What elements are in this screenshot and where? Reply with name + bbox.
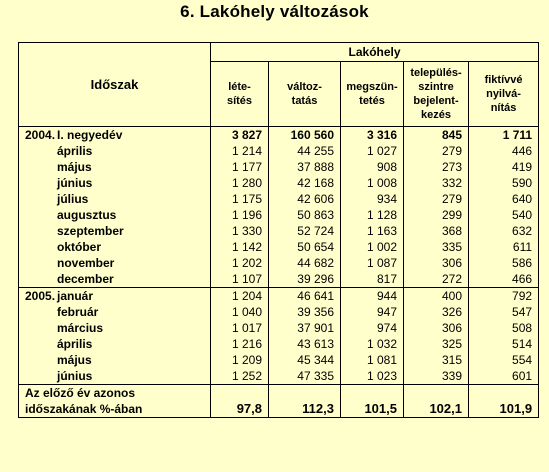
footer-cell: 112,3 <box>269 385 341 418</box>
period-label <box>19 223 211 239</box>
table-cell: 974 <box>341 320 404 336</box>
period-name: december <box>57 272 114 286</box>
table-cell: 44 255 <box>269 143 341 159</box>
table-cell: 547 <box>469 304 539 320</box>
table-cell: 332 <box>404 175 469 191</box>
footer-cell: 101,5 <box>341 385 404 418</box>
table-row <box>19 127 539 144</box>
table-cell: 508 <box>469 320 539 336</box>
period-label <box>19 368 211 385</box>
table-cell: 1 280 <box>211 175 269 191</box>
table-cell: 944 <box>341 288 404 305</box>
footer-label-line: Az előző év azonos <box>25 386 136 400</box>
table-cell: 947 <box>341 304 404 320</box>
table-cell: 1 107 <box>211 271 269 288</box>
column-header-line: léte- <box>228 81 251 93</box>
table-cell: 400 <box>404 288 469 305</box>
column-header-line: nítás <box>490 102 517 114</box>
table-cell: 514 <box>469 336 539 352</box>
table-cell: 1 202 <box>211 255 269 271</box>
period-name: I. negyedév <box>57 128 123 142</box>
column-header-line: tatás <box>291 95 318 107</box>
table-cell: 272 <box>404 271 469 288</box>
table-cell: 632 <box>469 223 539 239</box>
table-cell: 45 344 <box>269 352 341 368</box>
column-header-line: változ- <box>287 81 322 93</box>
table-cell: 1 008 <box>341 175 404 191</box>
table-cell: 1 032 <box>341 336 404 352</box>
table-cell: 44 682 <box>269 255 341 271</box>
table-row <box>19 255 539 271</box>
table-cell: 1 216 <box>211 336 269 352</box>
column-header-1 <box>211 62 269 127</box>
table-row <box>19 271 539 288</box>
table-cell: 1 175 <box>211 191 269 207</box>
footer-row <box>19 385 539 418</box>
table-cell: 1 081 <box>341 352 404 368</box>
footer-cell: 101,9 <box>469 385 539 418</box>
table-cell: 52 724 <box>269 223 341 239</box>
table-cell: 554 <box>469 352 539 368</box>
period-label <box>19 127 211 144</box>
table-cell: 3 827 <box>211 127 269 144</box>
column-header-line: település- <box>410 67 462 79</box>
period-label <box>19 239 211 255</box>
table-row <box>19 368 539 385</box>
period-label <box>19 288 211 305</box>
table-cell: 279 <box>404 143 469 159</box>
period-name: október <box>57 240 102 254</box>
table-cell: 160 560 <box>269 127 341 144</box>
table-cell: 3 316 <box>341 127 404 144</box>
footer-cell: 102,1 <box>404 385 469 418</box>
table-cell: 306 <box>404 320 469 336</box>
table-cell: 43 613 <box>269 336 341 352</box>
header-idoszak: Időszak <box>19 43 211 127</box>
table-cell: 299 <box>404 207 469 223</box>
period-label <box>19 271 211 288</box>
statistics-table <box>18 42 539 418</box>
table-cell: 1 163 <box>341 223 404 239</box>
column-header-5 <box>469 62 539 127</box>
table-cell: 792 <box>469 288 539 305</box>
table-cell: 325 <box>404 336 469 352</box>
period-label <box>19 175 211 191</box>
table-cell: 279 <box>404 191 469 207</box>
column-header-line: sítés <box>226 95 253 107</box>
period-name: május <box>57 353 92 367</box>
table-cell: 335 <box>404 239 469 255</box>
column-header-line: bejelent- <box>413 95 459 107</box>
period-label <box>19 159 211 175</box>
table-cell: 601 <box>469 368 539 385</box>
table-cell: 1 330 <box>211 223 269 239</box>
period-label <box>19 336 211 352</box>
column-header-line: tetés <box>359 95 385 107</box>
table-row <box>19 159 539 175</box>
column-header-line: szintre <box>418 81 454 93</box>
table-cell: 1 017 <box>211 320 269 336</box>
period-name: május <box>57 160 92 174</box>
table-cell: 590 <box>469 175 539 191</box>
table-cell: 1 087 <box>341 255 404 271</box>
table-cell: 934 <box>341 191 404 207</box>
table-cell: 47 335 <box>269 368 341 385</box>
header-lakohely: Lakóhely <box>211 43 539 62</box>
table-cell: 1 027 <box>341 143 404 159</box>
period-label <box>19 352 211 368</box>
table-cell: 42 168 <box>269 175 341 191</box>
column-header-3 <box>341 62 404 127</box>
year-label: 2004. <box>25 128 56 142</box>
table-cell: 37 901 <box>269 320 341 336</box>
table-cell: 1 711 <box>469 127 539 144</box>
footer-cell: 97,8 <box>211 385 269 418</box>
period-name: július <box>57 192 89 206</box>
table-cell: 1 023 <box>341 368 404 385</box>
period-name: április <box>57 337 93 351</box>
table-row <box>19 207 539 223</box>
table-cell: 1 214 <box>211 143 269 159</box>
table-row <box>19 352 539 368</box>
table-cell: 540 <box>469 207 539 223</box>
table-cell: 1 128 <box>341 207 404 223</box>
table-cell: 419 <box>469 159 539 175</box>
column-header-line: fiktívvé <box>484 74 523 86</box>
table-cell: 1 209 <box>211 352 269 368</box>
period-label <box>19 207 211 223</box>
period-name: január <box>57 289 94 303</box>
table-cell: 1 204 <box>211 288 269 305</box>
table-cell: 39 356 <box>269 304 341 320</box>
column-header-4 <box>404 62 469 127</box>
table-row <box>19 336 539 352</box>
table-row <box>19 143 539 159</box>
table-row <box>19 239 539 255</box>
table-cell: 339 <box>404 368 469 385</box>
table-row <box>19 304 539 320</box>
period-label <box>19 320 211 336</box>
table-cell: 1 040 <box>211 304 269 320</box>
period-name: június <box>57 369 93 383</box>
table-row <box>19 175 539 191</box>
period-label <box>19 255 211 271</box>
table-cell: 39 296 <box>269 271 341 288</box>
footer-label-line: időszakának %-ában <box>25 402 143 416</box>
table-row <box>19 320 539 336</box>
period-name: június <box>57 176 93 190</box>
table-cell: 1 252 <box>211 368 269 385</box>
table-cell: 37 888 <box>269 159 341 175</box>
table-cell: 50 654 <box>269 239 341 255</box>
table-cell: 50 863 <box>269 207 341 223</box>
table-cell: 1 002 <box>341 239 404 255</box>
table-cell: 306 <box>404 255 469 271</box>
table-header <box>19 43 539 127</box>
table-cell: 611 <box>469 239 539 255</box>
period-name: augusztus <box>57 208 117 222</box>
table-row <box>19 223 539 239</box>
table-cell: 817 <box>341 271 404 288</box>
period-label <box>19 143 211 159</box>
table-cell: 326 <box>404 304 469 320</box>
column-header-2 <box>269 62 341 127</box>
table-body <box>19 127 539 418</box>
period-name: március <box>57 321 104 335</box>
table-row <box>19 288 539 305</box>
column-header-line: kezés <box>421 109 451 121</box>
column-header-line: nyilvá- <box>486 88 521 100</box>
table-cell: 586 <box>469 255 539 271</box>
table-cell: 640 <box>469 191 539 207</box>
table-cell: 908 <box>341 159 404 175</box>
page-title: 6. Lakóhely változások <box>180 2 369 21</box>
period-name: február <box>57 305 99 319</box>
footer-label <box>19 385 211 418</box>
period-label <box>19 304 211 320</box>
period-name: szeptember <box>57 224 124 238</box>
table-row <box>19 191 539 207</box>
table-cell: 315 <box>404 352 469 368</box>
table-cell: 42 606 <box>269 191 341 207</box>
table-cell: 1 142 <box>211 239 269 255</box>
table-cell: 845 <box>404 127 469 144</box>
period-label <box>19 191 211 207</box>
table-cell: 1 196 <box>211 207 269 223</box>
table-cell: 466 <box>469 271 539 288</box>
table-cell: 1 177 <box>211 159 269 175</box>
year-label: 2005. <box>25 289 56 303</box>
column-header-line: megszün- <box>346 81 398 93</box>
period-name: november <box>57 256 115 270</box>
table-cell: 273 <box>404 159 469 175</box>
table-cell: 46 641 <box>269 288 341 305</box>
table-cell: 368 <box>404 223 469 239</box>
period-name: április <box>57 144 93 158</box>
table-cell: 446 <box>469 143 539 159</box>
